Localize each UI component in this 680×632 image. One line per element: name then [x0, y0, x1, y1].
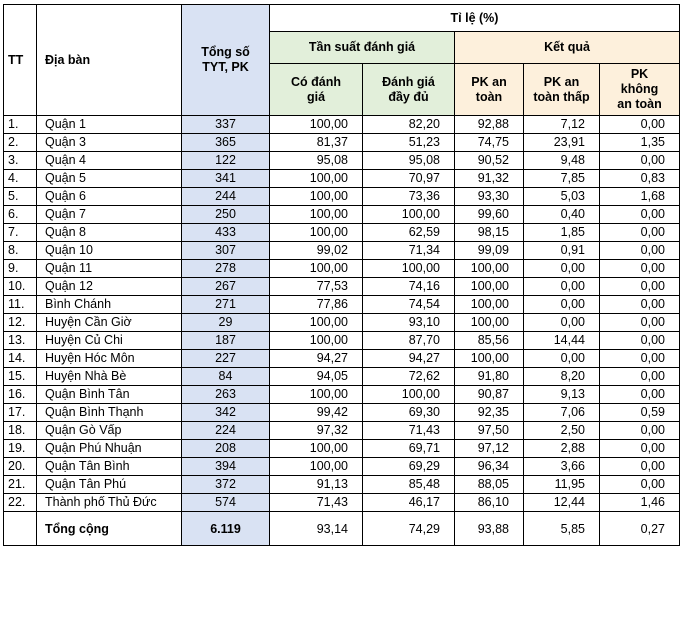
row-tt: 16. [4, 386, 37, 404]
row-count: 341 [182, 170, 270, 188]
row-low-safe: 0,40 [524, 206, 600, 224]
row-tt: 4. [4, 170, 37, 188]
row-full-eval: 100,00 [363, 260, 455, 278]
row-has-eval: 94,27 [270, 350, 363, 368]
row-has-eval: 100,00 [270, 206, 363, 224]
row-tt: 8. [4, 242, 37, 260]
row-count: 224 [182, 422, 270, 440]
row-unsafe: 0,00 [600, 152, 680, 170]
row-count: 208 [182, 440, 270, 458]
row-low-safe: 7,85 [524, 170, 600, 188]
row-low-safe: 14,44 [524, 332, 600, 350]
row-unsafe: 0,00 [600, 260, 680, 278]
row-count: 263 [182, 386, 270, 404]
header-frequency-group: Tần suất đánh giá [270, 32, 455, 64]
table-body [4, 116, 680, 512]
row-low-safe: 7,12 [524, 116, 600, 134]
row-tt: 20. [4, 458, 37, 476]
row-tt: 15. [4, 368, 37, 386]
row-has-eval: 100,00 [270, 116, 363, 134]
row-has-eval: 99,42 [270, 404, 363, 422]
row-low-safe: 8,20 [524, 368, 600, 386]
row-tt: 14. [4, 350, 37, 368]
header-tt: TT [4, 5, 37, 116]
row-area: Quận Bình Thạnh [37, 404, 182, 422]
row-has-eval: 100,00 [270, 332, 363, 350]
row-full-eval: 69,71 [363, 440, 455, 458]
row-unsafe: 0,00 [600, 458, 680, 476]
row-full-eval: 71,43 [363, 422, 455, 440]
row-safe: 91,80 [455, 368, 524, 386]
row-full-eval: 71,34 [363, 242, 455, 260]
row-area: Quận 3 [37, 134, 182, 152]
assessment-table [3, 4, 680, 546]
row-full-eval: 74,16 [363, 278, 455, 296]
row-tt: 13. [4, 332, 37, 350]
table-row [4, 404, 680, 422]
row-has-eval: 100,00 [270, 260, 363, 278]
table-row [4, 278, 680, 296]
row-has-eval: 94,05 [270, 368, 363, 386]
row-full-eval: 69,29 [363, 458, 455, 476]
row-has-eval: 71,43 [270, 494, 363, 512]
row-low-safe: 7,06 [524, 404, 600, 422]
header-area: Địa bàn [37, 5, 182, 116]
row-area: Quận 10 [37, 242, 182, 260]
row-area: Quận Tân Bình [37, 458, 182, 476]
row-count: 278 [182, 260, 270, 278]
row-area: Quận 5 [37, 170, 182, 188]
row-tt: 2. [4, 134, 37, 152]
total-full-eval: 74,29 [363, 512, 455, 546]
row-safe: 96,34 [455, 458, 524, 476]
row-count: 574 [182, 494, 270, 512]
row-area: Quận 4 [37, 152, 182, 170]
row-full-eval: 95,08 [363, 152, 455, 170]
table-row [4, 314, 680, 332]
table-row [4, 260, 680, 278]
row-full-eval: 62,59 [363, 224, 455, 242]
header-result-group: Kết quả [455, 32, 680, 64]
row-full-eval: 82,20 [363, 116, 455, 134]
table-row [4, 458, 680, 476]
row-safe: 91,32 [455, 170, 524, 188]
row-tt: 10. [4, 278, 37, 296]
row-full-eval: 72,62 [363, 368, 455, 386]
row-count: 337 [182, 116, 270, 134]
table-row [4, 440, 680, 458]
table-row [4, 332, 680, 350]
row-count: 122 [182, 152, 270, 170]
total-unsafe: 0,27 [600, 512, 680, 546]
row-tt: 9. [4, 260, 37, 278]
total-safe: 93,88 [455, 512, 524, 546]
row-has-eval: 100,00 [270, 188, 363, 206]
row-low-safe: 0,91 [524, 242, 600, 260]
row-area: Quận 7 [37, 206, 182, 224]
row-safe: 93,30 [455, 188, 524, 206]
row-area: Bình Chánh [37, 296, 182, 314]
row-area: Quận Gò Vấp [37, 422, 182, 440]
row-unsafe: 0,00 [600, 314, 680, 332]
row-area: Quận 6 [37, 188, 182, 206]
row-has-eval: 100,00 [270, 458, 363, 476]
header-total-count: Tổng số TYT, PK [182, 5, 270, 116]
row-safe: 100,00 [455, 278, 524, 296]
row-unsafe: 0,83 [600, 170, 680, 188]
table-row [4, 350, 680, 368]
row-unsafe: 1,68 [600, 188, 680, 206]
row-safe: 74,75 [455, 134, 524, 152]
row-has-eval: 91,13 [270, 476, 363, 494]
row-low-safe: 11,95 [524, 476, 600, 494]
row-full-eval: 93,10 [363, 314, 455, 332]
header-has-eval: Có đánh giá [270, 64, 363, 116]
row-low-safe: 0,00 [524, 350, 600, 368]
row-full-eval: 69,30 [363, 404, 455, 422]
row-unsafe: 0,00 [600, 206, 680, 224]
row-full-eval: 100,00 [363, 386, 455, 404]
row-has-eval: 100,00 [270, 224, 363, 242]
row-unsafe: 0,00 [600, 332, 680, 350]
table-row [4, 206, 680, 224]
row-area: Huyện Cần Giờ [37, 314, 182, 332]
row-tt: 21. [4, 476, 37, 494]
row-full-eval: 51,23 [363, 134, 455, 152]
total-count: 6.119 [182, 512, 270, 546]
table-row [4, 188, 680, 206]
row-safe: 90,52 [455, 152, 524, 170]
row-count: 227 [182, 350, 270, 368]
row-full-eval: 100,00 [363, 206, 455, 224]
row-safe: 92,88 [455, 116, 524, 134]
row-safe: 97,12 [455, 440, 524, 458]
total-label: Tổng cộng [37, 512, 182, 546]
row-has-eval: 100,00 [270, 170, 363, 188]
row-low-safe: 2,88 [524, 440, 600, 458]
table-row [4, 116, 680, 134]
table-row [4, 494, 680, 512]
table-row [4, 170, 680, 188]
row-low-safe: 12,44 [524, 494, 600, 512]
row-tt: 6. [4, 206, 37, 224]
row-tt: 3. [4, 152, 37, 170]
row-has-eval: 100,00 [270, 386, 363, 404]
row-unsafe: 0,00 [600, 242, 680, 260]
row-low-safe: 2,50 [524, 422, 600, 440]
row-count: 342 [182, 404, 270, 422]
total-has-eval: 93,14 [270, 512, 363, 546]
row-low-safe: 9,48 [524, 152, 600, 170]
row-area: Quận 12 [37, 278, 182, 296]
row-has-eval: 77,86 [270, 296, 363, 314]
row-area: Huyện Củ Chi [37, 332, 182, 350]
row-count: 244 [182, 188, 270, 206]
row-low-safe: 0,00 [524, 314, 600, 332]
row-area: Quận Phú Nhuận [37, 440, 182, 458]
row-safe: 90,87 [455, 386, 524, 404]
row-full-eval: 70,97 [363, 170, 455, 188]
row-full-eval: 94,27 [363, 350, 455, 368]
row-full-eval: 85,48 [363, 476, 455, 494]
row-unsafe: 0,00 [600, 476, 680, 494]
row-area: Thành phố Thủ Đức [37, 494, 182, 512]
row-count: 250 [182, 206, 270, 224]
row-count: 271 [182, 296, 270, 314]
row-unsafe: 0,00 [600, 368, 680, 386]
row-tt: 18. [4, 422, 37, 440]
row-unsafe: 0,00 [600, 386, 680, 404]
table-row [4, 224, 680, 242]
row-low-safe: 5,03 [524, 188, 600, 206]
row-unsafe: 0,00 [600, 350, 680, 368]
row-full-eval: 46,17 [363, 494, 455, 512]
row-tt: 19. [4, 440, 37, 458]
row-count: 394 [182, 458, 270, 476]
row-area: Huyện Nhà Bè [37, 368, 182, 386]
row-full-eval: 87,70 [363, 332, 455, 350]
row-tt: 22. [4, 494, 37, 512]
row-has-eval: 77,53 [270, 278, 363, 296]
row-area: Huyện Hóc Môn [37, 350, 182, 368]
row-count: 307 [182, 242, 270, 260]
row-tt: 12. [4, 314, 37, 332]
table-row [4, 368, 680, 386]
header-safe: PK an toàn [455, 64, 524, 116]
row-safe: 97,50 [455, 422, 524, 440]
row-safe: 88,05 [455, 476, 524, 494]
row-count: 372 [182, 476, 270, 494]
row-full-eval: 73,36 [363, 188, 455, 206]
row-has-eval: 99,02 [270, 242, 363, 260]
total-tt-cell [4, 512, 37, 546]
row-has-eval: 97,32 [270, 422, 363, 440]
row-safe: 99,60 [455, 206, 524, 224]
row-tt: 11. [4, 296, 37, 314]
row-count: 29 [182, 314, 270, 332]
row-has-eval: 81,37 [270, 134, 363, 152]
row-tt: 17. [4, 404, 37, 422]
row-low-safe: 3,66 [524, 458, 600, 476]
row-count: 433 [182, 224, 270, 242]
table-row [4, 386, 680, 404]
table-row [4, 296, 680, 314]
row-unsafe: 1,35 [600, 134, 680, 152]
header-low-safe: PK an toàn thấp [524, 64, 600, 116]
row-count: 365 [182, 134, 270, 152]
row-low-safe: 23,91 [524, 134, 600, 152]
total-low-safe: 5,85 [524, 512, 600, 546]
row-safe: 86,10 [455, 494, 524, 512]
row-has-eval: 95,08 [270, 152, 363, 170]
table-row [4, 152, 680, 170]
row-unsafe: 0,00 [600, 116, 680, 134]
row-low-safe: 0,00 [524, 296, 600, 314]
row-unsafe: 0,00 [600, 296, 680, 314]
row-safe: 100,00 [455, 314, 524, 332]
row-area: Quận 8 [37, 224, 182, 242]
row-unsafe: 0,59 [600, 404, 680, 422]
row-unsafe: 0,00 [600, 224, 680, 242]
row-tt: 7. [4, 224, 37, 242]
row-area: Quận Bình Tân [37, 386, 182, 404]
row-unsafe: 0,00 [600, 440, 680, 458]
row-unsafe: 0,00 [600, 278, 680, 296]
row-area: Quận Tân Phú [37, 476, 182, 494]
row-low-safe: 0,00 [524, 278, 600, 296]
header-full-eval: Đánh giá đầy đủ [363, 64, 455, 116]
row-unsafe: 0,00 [600, 422, 680, 440]
row-safe: 92,35 [455, 404, 524, 422]
row-area: Quận 1 [37, 116, 182, 134]
row-tt: 1. [4, 116, 37, 134]
row-count: 267 [182, 278, 270, 296]
table-row [4, 422, 680, 440]
row-tt: 5. [4, 188, 37, 206]
row-has-eval: 100,00 [270, 314, 363, 332]
row-safe: 100,00 [455, 350, 524, 368]
row-safe: 100,00 [455, 260, 524, 278]
header-rate-group: Tỉ lệ (%) [270, 5, 680, 32]
row-safe: 100,00 [455, 296, 524, 314]
row-count: 187 [182, 332, 270, 350]
row-low-safe: 0,00 [524, 260, 600, 278]
row-unsafe: 1,46 [600, 494, 680, 512]
row-has-eval: 100,00 [270, 440, 363, 458]
row-safe: 85,56 [455, 332, 524, 350]
total-row [4, 512, 680, 546]
row-safe: 98,15 [455, 224, 524, 242]
row-full-eval: 74,54 [363, 296, 455, 314]
row-area: Quận 11 [37, 260, 182, 278]
row-low-safe: 1,85 [524, 224, 600, 242]
table-row [4, 134, 680, 152]
table-row [4, 476, 680, 494]
row-low-safe: 9,13 [524, 386, 600, 404]
table-row [4, 242, 680, 260]
row-safe: 99,09 [455, 242, 524, 260]
row-count: 84 [182, 368, 270, 386]
header-unsafe: PK không an toàn [600, 64, 680, 116]
